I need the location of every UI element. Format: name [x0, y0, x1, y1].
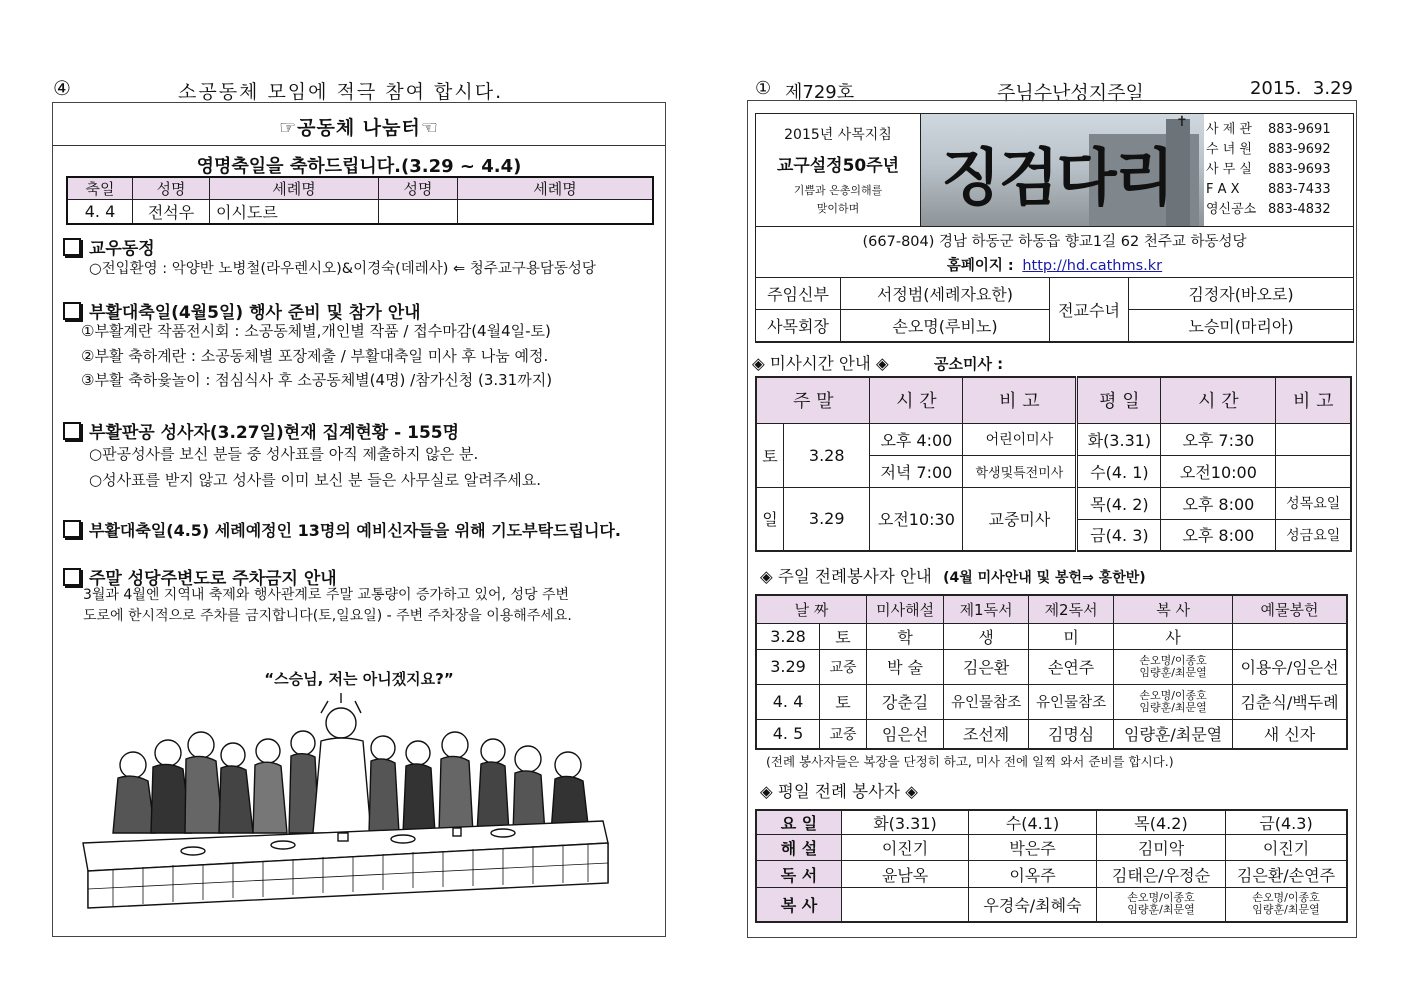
header-cell: 예물봉헌 — [1233, 595, 1347, 623]
cell-line: 임량훈/최문열 — [1127, 903, 1195, 917]
weekday-row — [756, 861, 1347, 888]
table-cell: 이옥주 — [969, 861, 1097, 888]
table-cell: 4. 4 — [756, 684, 820, 719]
header-cell: 축일 — [67, 177, 133, 200]
table-cell — [842, 888, 969, 922]
header-cell: 주 말 — [756, 377, 870, 423]
table-cell: 김춘식/백두례 — [1233, 684, 1347, 719]
bullet-square-icon — [63, 238, 81, 256]
staff-row — [756, 278, 1354, 310]
news-title-baptism — [63, 518, 621, 541]
header-cell: 비 고 — [1276, 377, 1351, 423]
cell-line: 임량훈/최문열 — [1139, 700, 1207, 714]
weekday-row — [756, 835, 1347, 861]
liturgy-row — [756, 719, 1347, 749]
weekday-time: 오후 7:30 — [1161, 423, 1276, 455]
quote-caption: “스승님, 저는 아니겠지요?” — [264, 670, 454, 688]
header-cell: 시 간 — [870, 377, 963, 423]
homepage — [756, 254, 1353, 275]
address: (667-804) 경남 하동군 하동읍 향교1길 62 천주교 하동성당 — [862, 234, 1247, 250]
contact-label: 사 제 관 — [1206, 122, 1252, 137]
header-cell: 수(4.1) — [969, 810, 1097, 835]
table-cell: 강춘길 — [867, 684, 944, 719]
weekday-note: 성금요일 — [1276, 519, 1351, 551]
contact-label: 수 녀 원 — [1206, 142, 1252, 157]
contact-row — [1206, 180, 1352, 200]
last-supper-illustration — [73, 693, 613, 918]
liturgy-table-header — [756, 595, 1347, 623]
bullet-square-icon — [63, 568, 81, 586]
bullet-square-icon — [63, 520, 81, 538]
table-cell: 유인물참조 — [944, 684, 1029, 719]
contact-row — [1206, 200, 1352, 220]
table-cell — [379, 200, 458, 225]
pastoral-box — [756, 114, 921, 226]
news-title-text: 부활대축일(4월5일) 행사 준비 및 참가 안내 — [89, 303, 421, 323]
row-label: 해 설 — [756, 835, 842, 861]
table-cell: 임량훈/최문열 — [1114, 719, 1233, 749]
issue-date: 2015. 3.29 — [1249, 78, 1353, 99]
table-cell — [1114, 649, 1233, 684]
header-cell: 제1독서 — [944, 595, 1029, 623]
anniversary-sub: 맞이하며 — [816, 202, 860, 215]
liturgy-row — [756, 684, 1347, 719]
table-cell: 새 신자 — [1233, 719, 1347, 749]
cell-line: 손오명/이종호 — [1139, 653, 1207, 667]
table-cell: 김은환/손연주 — [1226, 861, 1348, 888]
contact-tel: 883-9693 — [1268, 162, 1331, 177]
table-cell: 4. 5 — [756, 719, 820, 749]
table-cell: 사 — [1114, 623, 1233, 649]
feast-table-header — [67, 177, 653, 200]
liturgy-heading-row — [760, 563, 1355, 587]
left-page-frame — [52, 102, 666, 937]
table-cell — [1097, 888, 1226, 922]
contact-tel: 883-7433 — [1268, 182, 1331, 197]
weekday-table-header — [756, 810, 1347, 835]
weekday-day: 수(4. 1) — [1077, 455, 1161, 487]
staff-value: 노승미(마리아) — [1129, 310, 1354, 342]
left-slogan: 소공동체 모임에 적극 참여 합시다. — [178, 81, 504, 103]
liturgy-row — [756, 649, 1347, 684]
feast-table — [66, 176, 654, 225]
mass-date: 3.28 — [784, 423, 870, 487]
cross-icon: ✝ — [1176, 114, 1188, 130]
table-cell: 이용우/임은선 — [1233, 649, 1347, 684]
header-cell: 세례명 — [458, 177, 654, 200]
header-cell: 비 고 — [963, 377, 1077, 423]
weekday-day: 목(4. 2) — [1077, 487, 1161, 519]
mass-time: 오전10:30 — [870, 487, 963, 551]
pastoral-year: 2015년 사목지침 — [784, 127, 892, 143]
staff-table — [755, 277, 1354, 342]
news-line: 3월과 4월엔 지역내 축제와 행사관계로 주말 교통량이 증가하고 있어, 성당 주변 — [83, 587, 570, 603]
weekday-heading: ◈ 평일 전례 봉사자 ◈ — [760, 782, 918, 801]
table-cell: 김명심 — [1029, 719, 1114, 749]
table-cell: 토 — [820, 623, 867, 649]
news-title-text: 교우동정 — [89, 239, 155, 259]
right-page-number: ① — [755, 78, 772, 99]
contact-label: F A X — [1206, 182, 1240, 197]
anniversary-title: 교구설정50주년 — [776, 156, 900, 176]
news-line: ○판공성사를 보신 분들 중 성사표를 아직 제출하지 않은 분. — [89, 445, 479, 463]
table-cell: 이시도르 — [210, 200, 379, 225]
staff-label: 주임신부 — [756, 278, 841, 310]
mass-table-header — [756, 377, 1351, 423]
weekday-note — [1276, 423, 1351, 455]
contact-row — [1206, 160, 1352, 180]
bullet-square-icon — [63, 422, 81, 440]
mass-row — [756, 487, 1351, 519]
section-title: ☞공동체 나눔터☜ — [279, 117, 439, 139]
news-title-parish — [63, 234, 155, 259]
contact-label: 영신공소 — [1206, 202, 1257, 217]
weekday-time: 오후 8:00 — [1161, 519, 1276, 551]
issue-number: 제729호 — [785, 82, 855, 103]
table-cell: 토 — [820, 684, 867, 719]
liturgy-table — [755, 594, 1348, 750]
header-cell: 화(3.31) — [842, 810, 969, 835]
cell-line: 손오명/이종호 — [1139, 688, 1207, 702]
news-title-text: 주말 성당주변도로 주차금지 안내 — [89, 569, 337, 589]
mass-day: 토 — [756, 423, 784, 487]
weekday-table — [755, 809, 1348, 923]
table-cell: 김은환 — [944, 649, 1029, 684]
sunday-name: 주님수난성지주일 — [997, 82, 1144, 104]
header-cell: 성명 — [133, 177, 210, 200]
homepage-label: 홈페이지 : — [946, 258, 1014, 274]
right-page-header — [755, 78, 1355, 102]
mass-heading-row — [752, 350, 1352, 374]
contact-label: 사 무 실 — [1206, 162, 1252, 177]
weekday-day: 금(4. 3) — [1077, 519, 1161, 551]
news-line: ○성사표를 받지 않고 성사를 이미 보신 분 들은 사무실로 알려주세요. — [89, 471, 542, 489]
weekday-note — [1276, 455, 1351, 487]
liturgy-note: (전례 봉사자들은 복장을 단정히 하고, 미사 전에 일찍 와서 준비를 합시다.) — [766, 754, 1174, 769]
news-line: 도로에 한시적으로 주차를 금지합니다(토,일요일) - 주변 주차장을 이용해주세요. — [83, 608, 572, 624]
feast-table-row — [67, 200, 653, 225]
cell-line: 손오명/이종호 — [1252, 891, 1320, 905]
news-line: ○전입환영 : 악양반 노병철(라우렌시오)&이경숙(데레사) ⇐ 청주교구용담동성당 — [89, 261, 596, 277]
table-cell: 교중 — [820, 649, 867, 684]
table-cell: 조선제 — [944, 719, 1029, 749]
table-cell: 윤남옥 — [842, 861, 969, 888]
section-rule — [53, 145, 665, 146]
cell-line: 임량훈/최문열 — [1252, 903, 1320, 917]
staff-label: 사목회장 — [756, 310, 841, 342]
header-cell: 복 사 — [1114, 595, 1233, 623]
news-line: ①부활계란 작품전시회 : 소공동체별,개인별 작품 / 접수마감(4월4일-토) — [81, 322, 551, 340]
contact-row — [1206, 120, 1352, 140]
table-cell: 미 — [1029, 623, 1114, 649]
anniversary-sub: 기쁨과 은총의해를 — [793, 184, 883, 197]
liturgy-row — [756, 623, 1347, 649]
news-line: ③부활 축하윷놀이 : 점심식사 후 소공동체별(4명) /참가신청 (3.31까지) — [81, 371, 553, 389]
table-cell — [1226, 888, 1348, 922]
news-title-text: 부활대축일(4.5) 세례예정인 13명의 예비신자들을 위해 기도부탁드립니다. — [89, 521, 621, 540]
mass-note: 학생및특전미사 — [963, 455, 1077, 487]
weekday-day: 화(3.31) — [1077, 423, 1161, 455]
contact-tel: 883-9691 — [1268, 122, 1331, 137]
weekday-time: 오후 8:00 — [1161, 487, 1276, 519]
header-cell: 성명 — [379, 177, 458, 200]
masthead-photo — [921, 114, 1204, 226]
mass-day: 일 — [756, 487, 784, 551]
contact-tel: 883-4832 — [1268, 202, 1331, 217]
table-cell — [458, 200, 654, 225]
header-cell: 미사해설 — [867, 595, 944, 623]
news-line: ②부활 축하계란 : 소공동체별 포장제출 / 부활대축일 미사 후 나눔 예정. — [81, 347, 549, 365]
table-cell: 우경숙/최혜숙 — [969, 888, 1097, 922]
mass-row — [756, 423, 1351, 455]
weekday-note: 성목요일 — [1276, 487, 1351, 519]
header-cell: 시 간 — [1161, 377, 1276, 423]
header-cell: 목(4.2) — [1097, 810, 1226, 835]
news-title-easter-events — [63, 298, 421, 323]
header-cell: 요 일 — [756, 810, 842, 835]
table-cell: 임은선 — [867, 719, 944, 749]
header-cell: 평 일 — [1077, 377, 1161, 423]
row-label: 독 서 — [756, 861, 842, 888]
row-label: 복 사 — [756, 888, 842, 922]
news-title-text: 부활판공 성사자(3.27일)현재 집계현황 - 155명 — [89, 423, 460, 443]
table-cell: 유인물참조 — [1029, 684, 1114, 719]
table-cell: 교중 — [820, 719, 867, 749]
staff-value: 서정범(세례자요한) — [841, 278, 1050, 310]
contact-list — [1206, 120, 1352, 220]
feast-heading: 영명축일을 축하드립니다.(3.29 ~ 4.4) — [196, 156, 522, 177]
table-cell: 김태은/우정순 — [1097, 861, 1226, 888]
table-cell — [1114, 684, 1233, 719]
header-cell: 제2독서 — [1029, 595, 1114, 623]
cell-line: 임량훈/최문열 — [1139, 665, 1207, 679]
bullet-square-icon — [63, 302, 81, 320]
table-cell — [1233, 623, 1347, 649]
mass-note: 어린이미사 — [963, 423, 1077, 455]
mass-date: 3.29 — [784, 487, 870, 551]
cell-line: 손오명/이종호 — [1127, 891, 1195, 905]
mass-heading: ◈ 미사시간 안내 ◈ — [752, 354, 889, 373]
table-cell: 손연주 — [1029, 649, 1114, 684]
mass-time: 저녁 7:00 — [870, 455, 963, 487]
contact-tel: 883-9692 — [1268, 142, 1331, 157]
table-cell: 전석우 — [133, 200, 210, 225]
masthead-block — [755, 113, 1354, 343]
liturgy-heading: ◈ 주일 전례봉사자 안내 — [760, 567, 932, 586]
staff-label: 전교수녀 — [1050, 278, 1129, 342]
table-cell: 4. 4 — [67, 200, 133, 225]
table-cell: 3.28 — [756, 623, 820, 649]
mass-note: 교중미사 — [963, 487, 1077, 551]
news-title-confession — [63, 418, 459, 443]
address-row — [756, 226, 1353, 275]
table-cell: 3.29 — [756, 649, 820, 684]
left-page-header — [53, 76, 665, 103]
table-cell: 박은주 — [969, 835, 1097, 861]
left-page-number: ④ — [53, 76, 71, 100]
liturgy-heading-note: (4월 미사안내 및 봉헌⇒ 홍한반) — [943, 570, 1146, 586]
staff-value: 김정자(바오로) — [1129, 278, 1354, 310]
header-cell: 금(4.3) — [1226, 810, 1348, 835]
weekday-row — [756, 888, 1347, 922]
mission-mass-label: 공소미사 : — [934, 355, 1004, 373]
homepage-link[interactable]: http://hd.cathms.kr — [1022, 258, 1163, 274]
mass-time: 오후 4:00 — [870, 423, 963, 455]
table-cell: 이진기 — [842, 835, 969, 861]
contact-row — [1206, 140, 1352, 160]
staff-value: 손오명(루비노) — [841, 310, 1050, 342]
header-cell: 날 짜 — [756, 595, 867, 623]
table-cell: 박 술 — [867, 649, 944, 684]
weekday-time: 오전10:00 — [1161, 455, 1276, 487]
table-cell: 김미악 — [1097, 835, 1226, 861]
header-cell: 세례명 — [210, 177, 379, 200]
table-cell: 생 — [944, 623, 1029, 649]
table-cell: 학 — [867, 623, 944, 649]
mass-table — [755, 376, 1352, 552]
table-cell: 이진기 — [1226, 835, 1348, 861]
masthead-title: 징검다리 — [941, 141, 1173, 214]
